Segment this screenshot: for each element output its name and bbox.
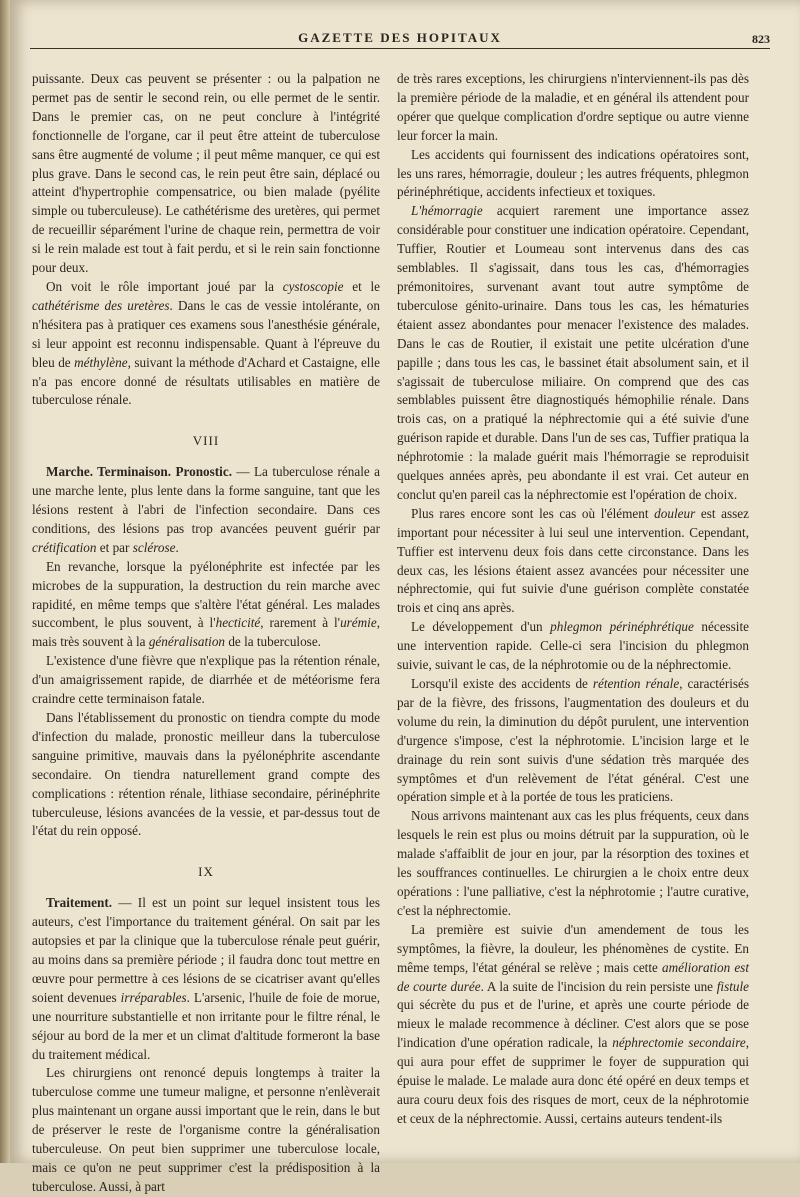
paragraph: puissante. Deux cas peuvent se présenter : ou la palpation ne permet pas de sentir le second rein, ou elle permet de le sentir. Dans le premier cas, on ne peut conclure à l'intégrité fonctionnelle de l'organe, car il peut être atteint de tuberculose sans être augmenté de volume ; il peut même manquer, ce qui est plus grave. Dans le second cas, le rein peut être sain, déplacé ou atteint d'hypertrophie compensatrice, ou bien malade (pyélite simple ou tuberculeuse). Le cathétérisme des uretères, qui permet de recueillir séparément l'urine de chaque rein, permettra de voir si le rein malade est tout à fait perdu, et si le rein sain fonctionne pour deux. bbox=[32, 71, 380, 276]
paragraph: Plus rares encore sont les cas où l'élément douleur est assez important pour nécessiter à lui seul une intervention. Cependant, Tuffier est intervenu deux fois dans cette circonstance. Dans les deux cas, les lésions étaient assez avancées pour nécessiter une néphrectomie, qui fut suivie d'une guérison complète constatée trois et cinq ans après. bbox=[397, 505, 749, 616]
paragraph: de très rares exceptions, les chirurgiens n'interviennent-ils pas dès la première période de la maladie, et en général ils attendent pour opérer que quelque complication d'ordre septique ou autre vienne leur forcer la main. bbox=[397, 71, 749, 143]
section-heading: IX bbox=[198, 864, 214, 880]
paragraph: En revanche, lorsque la pyélonéphrite est infectée par les microbes de la suppuration, la destruction du rein marche avec rapidité, en même temps que s'altère l'état général. Les malades succombent, le plus souvent, à l'hecticité, rarement à l'urémie, mais très souvent à la généralisation de la tuberculose. bbox=[32, 558, 380, 650]
right-column bbox=[397, 70, 749, 1129]
page-number: 823 bbox=[752, 32, 770, 46]
left-column bbox=[32, 70, 380, 1197]
page-header bbox=[30, 26, 770, 49]
journal-title: GAZETTE DES HOPITAUX bbox=[298, 30, 502, 45]
paragraph: Traitement. — Il est un point sur lequel insistent tous les auteurs, c'est l'importance du traitement général. On sait par les autopsies et par la clinique que la tuberculose rénale peut guérir, au moins dans sa première période ; il faudra donc tout mettre en œuvre pour permettre à ces lésions de se cicatriser avant qu'elles soient devenues irréparables. L'arsenic, l'huile de foie de morue, une nourriture substantielle et non irritante pour le filtre rénal, le séjour au bord de la mer et un climat d'altitude formeront la base du traitement médical. bbox=[32, 895, 380, 1062]
paragraph: Marche. Terminaison. Pronostic. — La tuberculose rénale a une marche lente, plus lente dans la forme sanguine, tant que les lésions restent à l'abri de l'infection secondaire. Dans ces conditions, des lésions pas trop avancées peuvent guérir par crétification et par sclérose. bbox=[32, 464, 380, 555]
paragraph: Nous arrivons maintenant aux cas les plus fréquents, ceux dans lesquels le rein est plus ou moins détruit par la suppuration, où le malade s'affaiblit de jour en jour, par la résorption des toxines et les souffrances continuelles. Le chirurgien a le choix entre deux opérations : l'une palliative, c'est la néphrotomie ; l'autre curative, c'est la néphrectomie. bbox=[397, 808, 749, 918]
paragraph: Les chirurgiens ont renoncé depuis longtemps à traiter la tuberculose comme une tumeur maligne, et personne n'enlèverait plus maintenant un organe aussi important que le rein, dans le but de préserver le reste de l'organisme contre la généralisation tuberculeuse. On peut bien supprimer une tuberculose locale, mais ce qu'on ne peut supprimer c'est la prédisposition à la tuberculose. Aussi, à part bbox=[32, 1065, 380, 1194]
paragraph: La première est suivie d'un amendement de tous les symptômes, la fièvre, la douleur, les phénomènes de cystite. En même temps, l'état général se relève ; mais cette amélioration est de courte durée. A la suite de l'incision du rein persiste une fistule qui sécrète du pus et de l'urine, et après une courte période de mieux le malade recommence à décliner. C'est alors que se pose l'indication d'une opération radicale, la néphrectomie secondaire, qui aura pour effet de supprimer le foyer de suppuration qui épuise le malade. Le malade aura donc été opéré en deux temps et aura couru deux fois des risques de mort, ceux de la néphrotomie et ceux de la néphrectomie. Aussi, certains auteurs tendent-ils bbox=[397, 921, 749, 1126]
paragraph: On voit le rôle important joué par la cystoscopie et le cathétérisme des uretères. Dans le cas de vessie intolérante, on n'hésitera pas à pratiquer ces examens sous l'anesthésie générale, si leur appoint est reconnu indispensable. Quant à l'épreuve du bleu de méthylène, suivant la méthode d'Achard et Castaigne, elle n'a pas encore donné de résultats utilisables en matière de tuberculose rénale. bbox=[32, 278, 380, 408]
paragraph: Dans l'établissement du pronostic on tiendra compte du mode d'infection du malade, pronostic meilleur dans la tuberculose sanguine primitive, mauvais dans la pyélonéphrite ascendante secondaire. On tiendra naturellement grand compte des complications : rétention rénale, lithiase secondaire, périnéphrite tuberculeuse, lésions avancées de la vessie, et par-dessus tout de l'état du rein opposé. bbox=[32, 710, 380, 839]
paragraph: L'existence d'une fièvre que n'explique pas la rétention rénale, d'un amaigrissement rapide, de diarrhée et de météorisme fera craindre cette terminaison fatale. bbox=[32, 653, 380, 707]
paragraph: Lorsqu'il existe des accidents de rétention rénale, caractérisés par de la fièvre, des frissons, l'augmentation des douleurs et du volume du rein, la diminution du dépôt purulent, une intervention d'urgence s'impose, c'est la néphrotomie. L'incision large et le drainage du rein sont suivis d'une sédation très marquée des symptômes et d'un relèvement de l'état général. C'est une opération simple et à la portée de tous les praticiens. bbox=[397, 676, 749, 805]
paragraph: L'hémorragie acquiert rarement une importance assez considérable pour constituer une indication opératoire. Cependant, Tuffier, Routier et Loumeau sont intervenus dans des cas semblables. Il s'agissait, dans tous les cas, d'hémorragies prémonitoires, survenant avant tout autre symptôme de tuberculose génito-urinaire. Dans tous les cas, les hématuries étaient assez abondantes pour menacer l'existence des malades. Dans le cas de Routier, il existait une petite ulcération d'une papille ; dans tous les cas, le bassinet était absolument sain, et il s'agissait de tuberculose miliaire. On comprend que des cas semblables puissent être diagnostiqués hémophilie rénale. Dans trois cas, on a pratiqué la néphrectomie qui a été suivie d'une guérison rapide et durable. Dans l'un de ses cas, Tuffier pratiqua la néphrotomie : la malade guérit mais l'hémorragie se reproduisit quelques années après, peu abondante il est vrai. Cet auteur en conclut qu'en pareil cas la néphrectomie est l'opération de choix. bbox=[397, 203, 749, 502]
paragraph: Le développement d'un phlegmon périnéphrétique nécessite une intervention rapide. Celle-ci sera l'incision du phlegmon suivie, suivant le cas, de la néphrotomie ou de la néphrectomie. bbox=[397, 619, 749, 673]
paragraph: Les accidents qui fournissent des indications opératoires sont, les uns rares, hémorragie, douleur ; les autres fréquents, phlegmon périnéphrétique, accidents infectieux et toxiques. bbox=[397, 146, 749, 200]
section-heading: VIII bbox=[192, 433, 220, 449]
